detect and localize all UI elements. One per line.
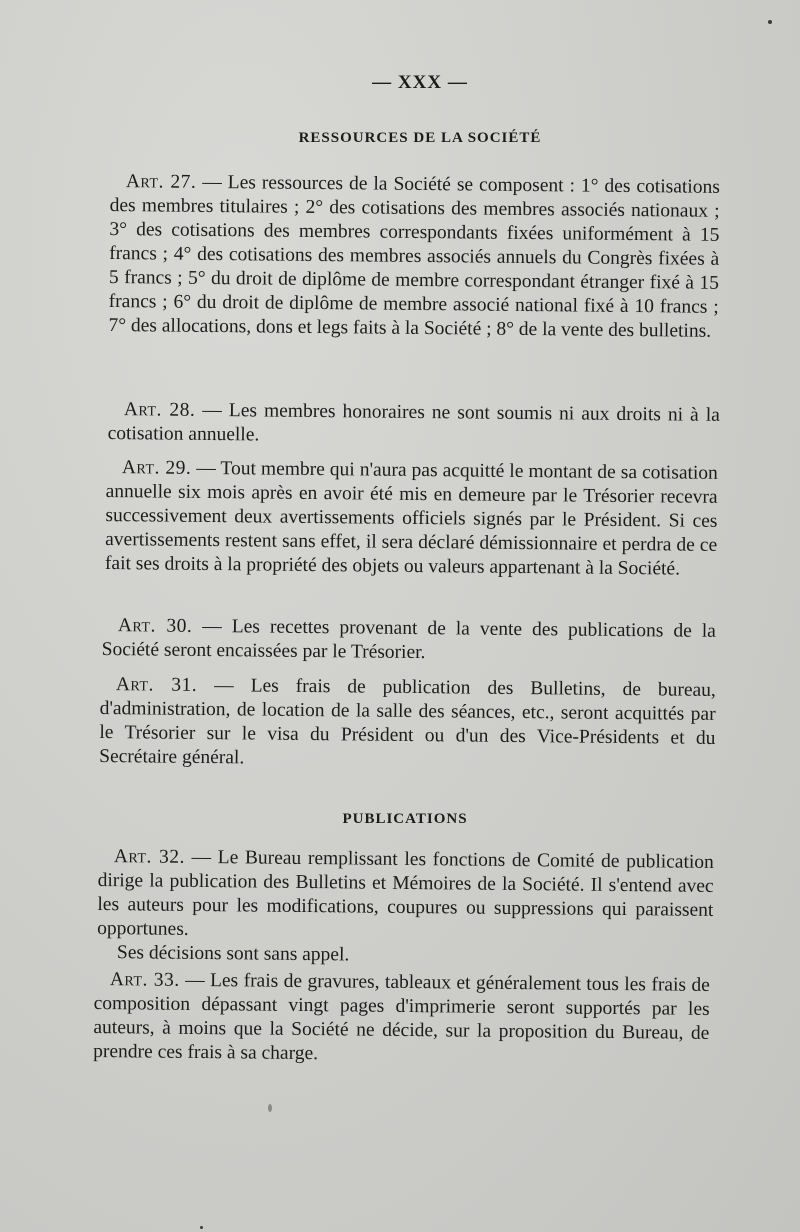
article-text: — Le Bureau remplissant les fonctions de Comité de publication dirige la publication des Bulletins et Mémoires de la Société. Il s'entend avec les auteurs pour les modifications, coupures ou suppressions qui paraissent opportunes. bbox=[97, 846, 714, 940]
article-label: Art. 29. bbox=[121, 457, 192, 479]
article-text: — Tout membre qui n'aura pas acquitté le montant de sa cotisation annuelle six mois après en avoir été mis en demeure par le Trésorier recevra successivement deux avertissements officiels signés par le Président. Si ces avertissements restent sans effet, il sera déclaré démissionnaire et perdra de ce fait ses droits à la propriété des objets ou valeurs appartenant à la Société. bbox=[104, 457, 718, 580]
article-note: Ses décisions sont sans appel. bbox=[116, 942, 350, 966]
article-30 bbox=[102, 614, 716, 668]
article-text: — Les ressources de la Société se composent : 1° des cotisations des membres titulaires ; 2° des cotisations des membres associés nationaux ; 3° des cotisations des membres correspondants fixées uniformément à 15 francs ; 4° des cotisations des membres associés annuels du Congrès fixées à 5 francs ; 5° du droit de diplôme de membre correspondant étranger fixé à 15 francs ; 6° du droit de diplôme de membre associé national fixé à 10 francs ; 7° des allocations, dons et legs faits à la Société ; 8° de la vente des bulletins. bbox=[108, 171, 720, 342]
article-text: — Les membres honoraires ne sont soumis ni aux droits ni à la cotisation annuelle. bbox=[107, 399, 720, 446]
article-31 bbox=[99, 673, 716, 775]
article-33 bbox=[93, 968, 710, 1070]
scan-speck bbox=[268, 1104, 272, 1112]
article-label: Art. 30. bbox=[117, 615, 193, 637]
scan-speck bbox=[200, 1226, 203, 1229]
article-label: Art. 32. bbox=[113, 846, 186, 868]
article-label: Art. 33. bbox=[109, 969, 180, 991]
article-27 bbox=[108, 170, 720, 344]
article-text: — Les recettes provenant de la vente des publications de la Société seront encaissées par le Trésorier. bbox=[101, 615, 716, 664]
section-heading-ressources: RESSOURCES DE LA SOCIÉTÉ bbox=[298, 130, 542, 146]
article-label: Art. 31. bbox=[115, 674, 198, 696]
scan-speck bbox=[768, 20, 772, 24]
article-text: — Les frais de publication des Bulletins, de bureau, d'administration, de location de la salle des séances, etc., seront acquittés par le Trésorier sur le visa du Président ou d'un des Vice-Présidents et du Secrétaire général. bbox=[99, 674, 716, 769]
article-32 bbox=[97, 845, 714, 971]
article-28 bbox=[108, 398, 720, 452]
article-label: Art. 27. bbox=[125, 171, 197, 193]
article-label: Art. 28. bbox=[123, 399, 196, 421]
page-number: — XXX — bbox=[372, 72, 468, 93]
article-29 bbox=[105, 456, 718, 582]
section-heading-publications: PUBLICATIONS bbox=[342, 811, 468, 827]
article-text: — Les frais de gravures, tableaux et généralement tous les frais de composition dépassant vingt pages d'imprimerie seront supportés par les auteurs, à moins que la Société ne décide, sur la proposition du Bureau, de prendre ces frais à sa charge. bbox=[93, 969, 710, 1065]
